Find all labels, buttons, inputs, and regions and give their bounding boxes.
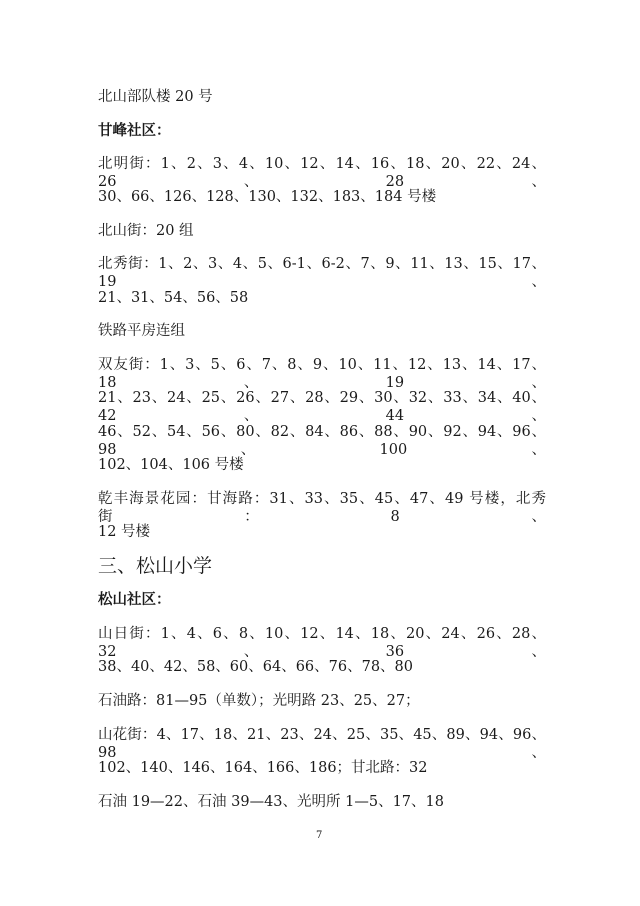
text-line: 21、31、54、56、58 <box>98 290 249 306</box>
text-line: 30、66、126、128、130、132、183、184 号楼 <box>98 189 437 205</box>
section-heading-songshan: 松山社区： <box>98 592 171 608</box>
chapter-heading-songshan-school: 三、松山小学 <box>98 555 213 577</box>
page-number: 7 <box>316 830 323 841</box>
text-line: 102、140、146、164、166、186；甘北路：32 <box>98 760 428 776</box>
text-line: 北山部队楼 20 号 <box>98 89 213 105</box>
text-line: 乾丰海景花园：甘海路：31、33、35、45、47、49 号楼，北秀街：8、 <box>98 491 546 525</box>
text-line: 山日街：1、4、6、8、10、12、14、18、20、24、26、28、32、36、 <box>98 626 546 660</box>
text-line: 12 号楼 <box>98 524 151 540</box>
text-line: 山花街：4、17、18、21、23、24、25、35、45、89、94、96、98、 <box>98 727 546 761</box>
text-line: 北明街：1、2、3、4、10、12、14、16、18、20、22、24、26、28、 <box>98 156 546 190</box>
text-line: 北山街：20 组 <box>98 223 194 239</box>
text-line: 38、40、42、58、60、64、66、76、78、80 <box>98 659 414 675</box>
text-line: 石油路：81—95（单数）；光明路 23、25、27； <box>98 693 420 709</box>
section-heading-ganfeng: 甘峰社区： <box>98 123 171 139</box>
text-line: 北秀街：1、2、3、4、5、6-1、6-2、7、9、11、13、15、17、19、 <box>98 256 546 290</box>
text-line: 铁路平房连组 <box>98 323 185 339</box>
text-line: 双友街：1、3、5、6、7、8、9、10、11、12、13、14、17、18、19、 <box>98 357 546 391</box>
text-line: 46、52、54、56、80、82、84、86、88、90、92、94、96、98、100、 <box>98 424 546 458</box>
text-line: 21、23、24、25、26、27、28、29、30、32、33、34、40、42、44、 <box>98 390 546 424</box>
text-line: 石油 19—22、石油 39—43、光明所 1—5、17、18 <box>98 794 444 810</box>
text-line: 102、104、106 号楼 <box>98 457 244 473</box>
